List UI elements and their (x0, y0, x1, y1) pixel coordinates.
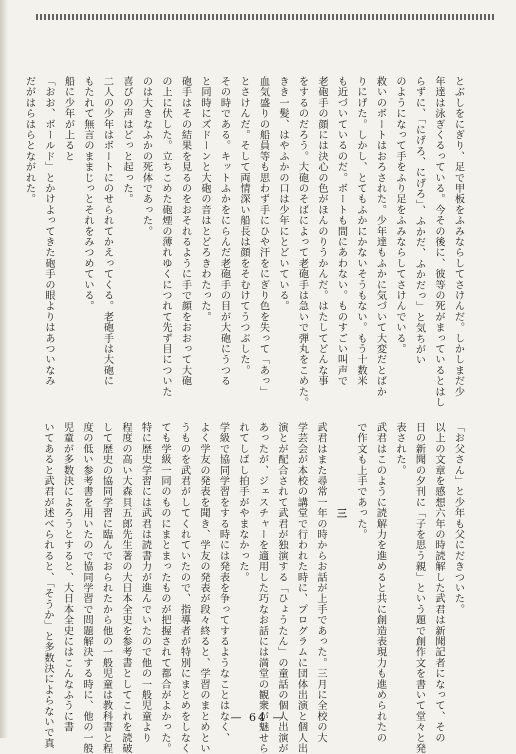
text-column: 砲手はその結果を見るのをおそれるように手で顔をおおって大砲 (179, 76, 191, 387)
text-column: 程度の高い大森貝五郎先生著の大日本全史を参考書としてこれを読破 (120, 422, 131, 754)
text-column: 学芸会が本校の講堂で行われた時に、プログラムに団体出演と個人出 (295, 422, 307, 754)
section-heading: 三 (334, 508, 347, 523)
text-column: とぶしをにぎり、足で甲板をふみならしてさけんだ。しかしまだ少 (452, 76, 464, 397)
text-column: 武君はこのように読解力を進めると共に創造表現力も進められたの (374, 422, 386, 743)
text-column: のようになって手をふり足をふみならしてさけんでいる。 (394, 76, 405, 355)
text-column: 表された。 (394, 422, 405, 476)
text-column: 救いのボートはおろされた。少年達もふかに気づいて大変だとばか (374, 76, 386, 397)
text-column: で作文も上手であった。 (355, 422, 366, 540)
text-column: して歴史の協同学習に臨んでおられたから他の一般児童は教科書と程 (100, 422, 112, 754)
text-column: もたれて無言のままじっとそれをみつめている。 (82, 76, 93, 312)
top-text-block (0, 30, 487, 408)
text-column: りにげた。しかし、とてもふかにかないそうもない。もう十数米 (355, 76, 366, 387)
text-column: いてあると武君が述べられると、「そうか」と多数決によらないで真 (42, 422, 53, 749)
text-column: 児童が多数決によろうとすると、大日本全史にはこんなふうに書 (61, 422, 73, 733)
text-column: の上に伏した。立ちこめた砲煙の薄れゆくにつれて先ず目についた (160, 76, 171, 397)
text-column: 度の低い参考書を用いたので協同学習で問題解決する時に、他の一般 (81, 422, 92, 754)
text-column: その時である。キットふかをにらんだ老砲手の目が大砲にうつる (218, 76, 230, 387)
text-column: 以上の文章を感想六年の時読解した武君は新聞記者になって、その (433, 422, 444, 743)
text-column: 喜びの声はどっと起った。 (121, 76, 132, 205)
text-column: 二人の少年はボートにのせられてかえってくる。老砲手は大砲に (101, 76, 113, 387)
text-column: 演とが配合されて武君が独演する「ひょうたん」の童話の個人出演が (276, 422, 287, 754)
text-column: 学級で協同学習をする時には発表を争ってするようなことはなく、 (217, 422, 229, 743)
text-column: ても学級一同のものにまとまったものが把握されて都合がよかった。 (159, 422, 170, 754)
text-column: だがはらはらとながれた。 (23, 76, 35, 205)
text-column: 「おお、ボールド」とかけよってきた砲手の眼よりはあついなみ (43, 76, 54, 387)
text-column: れてしばし拍手がやまなかった。 (237, 422, 248, 583)
text-column: 日の新聞の夕刊に「子を思う親」という題で創作文を書いて堂々と発 (413, 422, 425, 754)
text-column: とさけんだ。そして両情深い船長は顔をそむけてうつぶした。 (238, 76, 249, 376)
text-column: をするのだろう。大砲のそばによって老砲手は急いで弾丸をこめた。 (296, 76, 308, 408)
text-column: 老砲手の顔には決心の色がほんのりうかんだ。はたしてどんな事 (316, 76, 327, 387)
decorative-border (36, 14, 494, 20)
page-number: — 64 — (230, 711, 286, 724)
text-column: らずに、「にげろ、にげろ」、ふかだ、ふかだっ」と気ちがい (413, 76, 425, 366)
text-column: うものを武君がしてくれていたので、指導者が特別にまとめをしなく (178, 422, 190, 754)
text-column: も近づいているのだ。ボートも間にあわない。ものすごい叫声で (335, 76, 347, 387)
text-column: 「お父さん」と少年も父にだきついた。 (452, 422, 464, 615)
text-column: 武君はまた尋常一年の時からお話が上手であった。三月に全校の大 (315, 422, 326, 743)
text-column: 船に少年が上ると (62, 76, 74, 162)
text-column: きき一髪、はやふかの口は少年にとどいている。 (277, 76, 288, 312)
text-column: よく学友の発表を聞き、学友の発表が段々終ると、学習のまとめとい (198, 422, 209, 754)
text-column: のは大きなふかの死体であった。 (140, 76, 152, 237)
text-column: 血気盛りの船員等も思わず手にひや汗をにぎり色を失って「あっ」 (257, 76, 269, 397)
text-column: 年達は泳ぎくるっている。今その後に、彼等の死がまっているとはし (433, 76, 444, 408)
text-column: と同時にズドーンと大砲の音はとどろきわたった。 (199, 76, 210, 323)
text-column: 特に歴史学習には武君は読書力が進んでいたので他の一般児童より (139, 422, 151, 743)
text-column: あったが、ジェスチャーを適用した巧なお話には満堂の観衆が魅せら (256, 422, 268, 754)
